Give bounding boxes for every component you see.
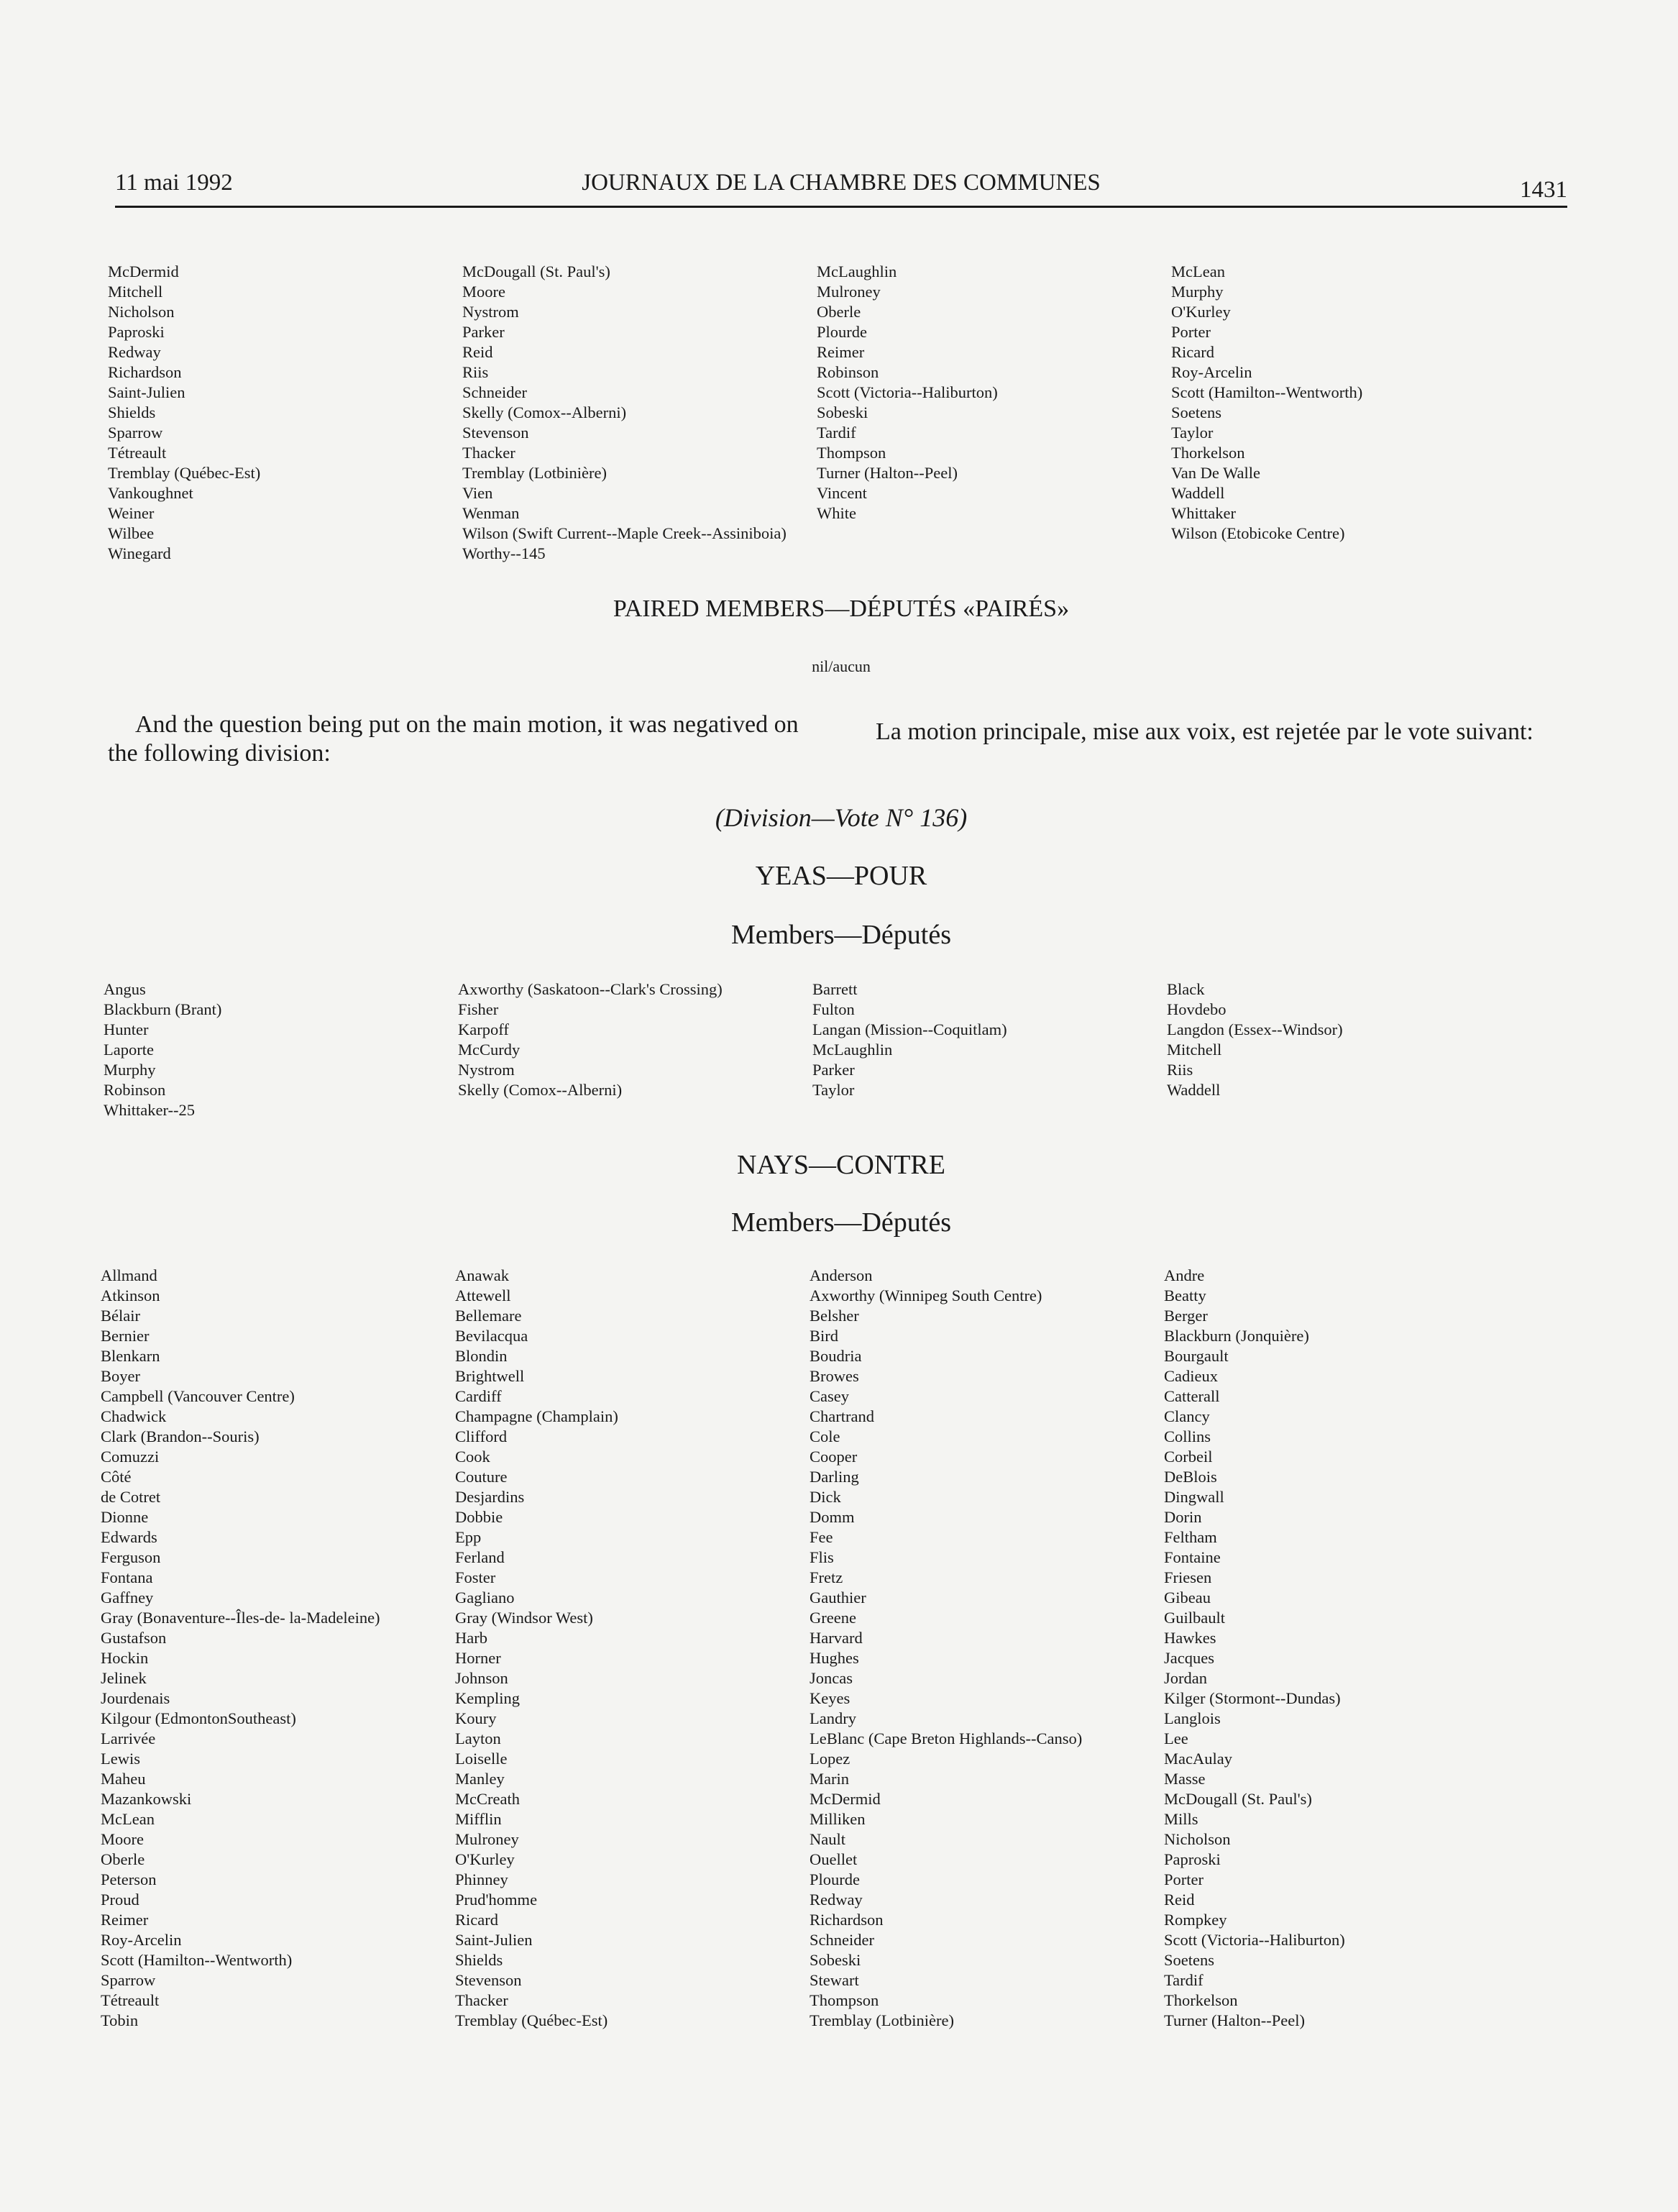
member-name: McCurdy [458, 1041, 521, 1059]
member-name: Ferland [455, 1548, 505, 1566]
member-name: Oberle [101, 1850, 145, 1868]
member-name: Bellemare [455, 1307, 522, 1325]
header-date: 11 mai 1992 [115, 170, 233, 196]
member-name: Dobbie [455, 1508, 503, 1526]
member-name: Cadieux [1164, 1367, 1218, 1385]
member-name: Saint-Julien [108, 383, 185, 401]
member-name: Reimer [101, 1911, 149, 1929]
member-name: Kilgour (EdmontonSoutheast) [101, 1709, 296, 1727]
yeas-member-list [104, 979, 1521, 1120]
member-name: Fontaine [1164, 1548, 1221, 1566]
name-column [1171, 262, 1526, 564]
member-name: Berger [1164, 1307, 1208, 1325]
member-name: McLaughlin [812, 1041, 893, 1059]
member-name: Whittaker [1171, 504, 1236, 522]
member-name: Paproski [108, 323, 165, 341]
member-name: Comuzzi [101, 1448, 160, 1466]
member-name: Cooper [810, 1448, 858, 1466]
name-column [817, 262, 1171, 564]
member-name: Richardson [108, 363, 182, 381]
member-name: Parker [462, 323, 505, 341]
member-name: Ouellet [810, 1850, 858, 1868]
member-name: Riis [462, 363, 489, 381]
member-name: Langlois [1164, 1709, 1221, 1727]
motion-text-en: And the question being put on the main motion, it was negatived on the following division: [108, 711, 799, 767]
member-name: Anawak [455, 1266, 509, 1284]
member-name: Attewell [455, 1286, 511, 1304]
member-name: Bernier [101, 1327, 150, 1345]
member-name: Domm [810, 1508, 855, 1526]
member-name: Harvard [810, 1629, 863, 1647]
member-name: Worthy--145 [462, 544, 546, 562]
member-name: Mitchell [108, 283, 163, 301]
member-name: Porter [1164, 1870, 1204, 1888]
member-name: Shields [108, 403, 156, 421]
member-name: Langan (Mission--Coquitlam) [812, 1020, 1007, 1038]
member-name: Manley [455, 1770, 505, 1788]
member-name: Riis [1167, 1061, 1193, 1079]
member-name: Brightwell [455, 1367, 525, 1385]
member-name: Desjardins [455, 1488, 525, 1506]
member-name: Gustafson [101, 1629, 167, 1647]
name-column [108, 262, 462, 564]
member-name: Champagne (Champlain) [455, 1407, 618, 1425]
name-column [462, 262, 817, 564]
member-name: Epp [455, 1528, 482, 1546]
member-name: Hovdebo [1167, 1000, 1227, 1018]
member-name: Mulroney [817, 283, 881, 301]
member-name: Richardson [810, 1911, 884, 1929]
member-name: Robinson [104, 1081, 166, 1099]
member-name: Schneider [462, 383, 527, 401]
member-name: Karpoff [458, 1020, 509, 1038]
member-name: Sobeski [817, 403, 868, 421]
member-name: Shields [455, 1951, 503, 1969]
member-name: Phinney [455, 1870, 508, 1888]
member-name: Fretz [810, 1568, 843, 1586]
member-name: Fontana [101, 1568, 153, 1586]
member-name: Gaffney [101, 1589, 154, 1607]
member-name: Edwards [101, 1528, 157, 1546]
member-name: McDermid [810, 1790, 881, 1808]
member-name: O'Kurley [455, 1850, 515, 1868]
member-name: Blackburn (Jonquière) [1164, 1327, 1309, 1345]
member-name: Mills [1164, 1810, 1198, 1828]
member-name: McDougall (St. Paul's) [462, 262, 610, 280]
member-name: Reid [1164, 1891, 1195, 1909]
member-name: Reid [462, 343, 493, 361]
member-name: Paproski [1164, 1850, 1221, 1868]
member-name: McDermid [108, 262, 179, 280]
member-name: Redway [108, 343, 161, 361]
member-name: Hockin [101, 1649, 149, 1667]
member-name: Barrett [812, 980, 858, 998]
name-column [810, 1266, 1164, 2031]
member-name: Foster [455, 1568, 496, 1586]
member-name: Skelly (Comox--Alberni) [462, 403, 627, 421]
nays-member-list [101, 1266, 1518, 2031]
member-name: Koury [455, 1709, 497, 1727]
member-name: Scott (Hamilton--Wentworth) [1171, 383, 1363, 401]
member-name: Tremblay (Québec-Est) [455, 2011, 608, 2029]
member-name: Harb [455, 1629, 487, 1647]
member-name: Allmand [101, 1266, 157, 1284]
member-name: Wilson (Swift Current--Maple Creek--Assiniboia) [462, 524, 787, 542]
member-name: Chartrand [810, 1407, 874, 1425]
member-name: Thorkelson [1164, 1991, 1238, 2009]
member-name: Browes [810, 1367, 859, 1385]
member-name: Winegard [108, 544, 171, 562]
continued-member-list [108, 262, 1526, 564]
member-name: Boudria [810, 1347, 862, 1365]
member-name: Thacker [455, 1991, 508, 2009]
member-name: Campbell (Vancouver Centre) [101, 1387, 295, 1405]
member-name: Soetens [1171, 403, 1221, 421]
member-name: Redway [810, 1891, 863, 1909]
member-name: Keyes [810, 1689, 851, 1707]
member-name: Ferguson [101, 1548, 161, 1566]
member-name: Plourde [810, 1870, 860, 1888]
member-name: Murphy [104, 1061, 156, 1079]
member-name: Belsher [810, 1307, 859, 1325]
motion-text-fr: La motion principale, mise aux voix, est rejetée par le vote suivant: [876, 718, 1533, 745]
member-name: Beatty [1164, 1286, 1206, 1304]
member-name: Waddell [1167, 1081, 1221, 1099]
member-name: Ricard [455, 1911, 498, 1929]
member-name: Peterson [101, 1870, 157, 1888]
member-name: Darling [810, 1468, 859, 1486]
member-name: Bourgault [1164, 1347, 1229, 1365]
member-name: Kilger (Stormont--Dundas) [1164, 1689, 1341, 1707]
member-name: Waddell [1171, 484, 1225, 502]
member-name: Dorin [1164, 1508, 1202, 1526]
member-name: Mazankowski [101, 1790, 192, 1808]
member-name: Hughes [810, 1649, 859, 1667]
member-name: Roy-Arcelin [101, 1931, 182, 1949]
member-name: Friesen [1164, 1568, 1212, 1586]
member-name: O'Kurley [1171, 303, 1231, 321]
member-name: Horner [455, 1649, 501, 1667]
member-name: Plourde [817, 323, 867, 341]
member-name: Axworthy (Saskatoon--Clark's Crossing) [458, 980, 723, 998]
member-name: Blenkarn [101, 1347, 160, 1365]
member-name: Taylor [812, 1081, 855, 1099]
member-name: Dingwall [1164, 1488, 1224, 1506]
member-name: Fee [810, 1528, 833, 1546]
member-name: Wilbee [108, 524, 155, 542]
member-name: Cole [810, 1427, 840, 1445]
member-name: Skelly (Comox--Alberni) [458, 1081, 623, 1099]
member-name: Boyer [101, 1367, 140, 1385]
member-name: Anderson [810, 1266, 873, 1284]
page-number: 1431 [1520, 177, 1567, 203]
member-name: Thacker [462, 444, 515, 462]
member-name: Thompson [810, 1991, 879, 2009]
member-name: Laporte [104, 1041, 154, 1059]
member-name: Hunter [104, 1020, 149, 1038]
member-name: Turner (Halton--Peel) [1164, 2011, 1305, 2029]
member-name: Mitchell [1167, 1041, 1222, 1059]
member-name: Gray (Bonaventure--Îles-de- la-Madeleine) [101, 1609, 380, 1627]
member-name: Axworthy (Winnipeg South Centre) [810, 1286, 1042, 1304]
member-name: Proud [101, 1891, 139, 1909]
member-name: Guilbault [1164, 1609, 1225, 1627]
header-title: JOURNAUX DE LA CHAMBRE DES COMMUNES [582, 170, 1101, 196]
name-column [1167, 979, 1521, 1120]
member-name: Prud'homme [455, 1891, 538, 1909]
member-name: Robinson [817, 363, 879, 381]
member-name: Stevenson [462, 424, 529, 442]
member-name: Tétreault [101, 1991, 160, 2009]
member-name: Loiselle [455, 1750, 508, 1768]
member-name: Tardif [817, 424, 856, 442]
yeas-subheading: Members—Députés [730, 920, 952, 950]
member-name: Andre [1164, 1266, 1205, 1284]
member-name: Taylor [1171, 424, 1214, 442]
member-name: Fisher [458, 1000, 499, 1018]
member-name: Clancy [1164, 1407, 1210, 1425]
member-name: Gauthier [810, 1589, 866, 1607]
member-name: Cook [455, 1448, 490, 1466]
member-name: McLean [101, 1810, 155, 1828]
member-name: Tremblay (Lotbinière) [462, 464, 607, 482]
member-name: Bélair [101, 1307, 140, 1325]
member-name: Sobeski [810, 1951, 861, 1969]
member-name: Chadwick [101, 1407, 167, 1425]
member-name: Joncas [810, 1669, 853, 1687]
member-name: Lewis [101, 1750, 140, 1768]
member-name: Milliken [810, 1810, 866, 1828]
member-name: Stevenson [455, 1971, 522, 1989]
member-name: Tardif [1164, 1971, 1204, 1989]
member-name: Couture [455, 1468, 508, 1486]
member-name: Cardiff [455, 1387, 502, 1405]
yeas-heading: YEAS—POUR [755, 861, 927, 891]
member-name: Thorkelson [1171, 444, 1245, 462]
member-name: Parker [812, 1061, 855, 1079]
member-name: Whittaker--25 [104, 1101, 195, 1119]
member-name: Porter [1171, 323, 1211, 341]
member-name: Tremblay (Québec-Est) [108, 464, 261, 482]
division-label: (Division—Vote N° 136) [715, 803, 968, 832]
member-name: Jordan [1164, 1669, 1207, 1687]
member-name: Mifflin [455, 1810, 502, 1828]
paired-heading: PAIRED MEMBERS—DÉPUTÉS «PAIRÉS» [613, 595, 1070, 622]
page-header [115, 170, 1567, 208]
member-name: Roy-Arcelin [1171, 363, 1252, 381]
nays-subheading: Members—Députés [730, 1207, 952, 1238]
member-name: Ricard [1171, 343, 1214, 361]
member-name: Masse [1164, 1770, 1206, 1788]
member-name: Lee [1164, 1729, 1188, 1747]
member-name: Wilson (Etobicoke Centre) [1171, 524, 1345, 542]
member-name: Rompkey [1164, 1911, 1227, 1929]
member-name: Nystrom [458, 1061, 515, 1079]
member-name: Tremblay (Lotbinière) [810, 2011, 954, 2029]
member-name: Angus [104, 980, 146, 998]
member-name: Côté [101, 1468, 132, 1486]
member-name: Landry [810, 1709, 856, 1727]
member-name: Kempling [455, 1689, 520, 1707]
member-name: Murphy [1171, 283, 1224, 301]
member-name: Fulton [812, 1000, 855, 1018]
member-name: McLaughlin [817, 262, 897, 280]
member-name: LeBlanc (Cape Breton Highlands--Canso) [810, 1729, 1083, 1747]
member-name: Soetens [1164, 1951, 1214, 1969]
member-name: Atkinson [101, 1286, 160, 1304]
member-name: Bevilacqua [455, 1327, 528, 1345]
member-name: Sparrow [108, 424, 163, 442]
member-name: Gray (Windsor West) [455, 1609, 593, 1627]
member-name: Nicholson [108, 303, 175, 321]
member-name: Thompson [817, 444, 886, 462]
member-name: White [817, 504, 856, 522]
member-name: Blackburn (Brant) [104, 1000, 222, 1018]
member-name: Sparrow [101, 1971, 156, 1989]
member-name: Bird [810, 1327, 839, 1345]
member-name: de Cotret [101, 1488, 161, 1506]
name-column [455, 1266, 810, 2031]
member-name: Scott (Hamilton--Wentworth) [101, 1951, 293, 1969]
name-column [104, 979, 458, 1120]
member-name: Scott (Victoria--Haliburton) [1164, 1931, 1345, 1949]
member-name: Saint-Julien [455, 1931, 533, 1949]
member-name: Turner (Halton--Peel) [817, 464, 958, 482]
member-name: Layton [455, 1729, 501, 1747]
member-name: Nystrom [462, 303, 519, 321]
member-name: Johnson [455, 1669, 508, 1687]
member-name: Jacques [1164, 1649, 1214, 1667]
member-name: Larrivée [101, 1729, 156, 1747]
member-name: Mulroney [455, 1830, 519, 1848]
nays-heading: NAYS—CONTRE [737, 1150, 945, 1180]
member-name: Dionne [101, 1508, 149, 1526]
member-name: Tobin [101, 2011, 139, 2029]
member-name: Wenman [462, 504, 520, 522]
member-name: Collins [1164, 1427, 1211, 1445]
member-name: Schneider [810, 1931, 874, 1949]
member-name: Scott (Victoria--Haliburton) [817, 383, 998, 401]
member-name: Reimer [817, 343, 865, 361]
member-name: McLean [1171, 262, 1225, 280]
member-name: McDougall (St. Paul's) [1164, 1790, 1312, 1808]
member-name: Maheu [101, 1770, 146, 1788]
name-column [812, 979, 1167, 1120]
member-name: Marin [810, 1770, 849, 1788]
member-name: Blondin [455, 1347, 508, 1365]
member-name: DeBlois [1164, 1468, 1217, 1486]
member-name: Corbeil [1164, 1448, 1213, 1466]
member-name: Lopez [810, 1750, 851, 1768]
member-name: Clark (Brandon--Souris) [101, 1427, 260, 1445]
member-name: Hawkes [1164, 1629, 1216, 1647]
name-column [101, 1266, 455, 2031]
member-name: Van De Walle [1171, 464, 1260, 482]
member-name: Jelinek [101, 1669, 147, 1687]
member-name: Clifford [455, 1427, 508, 1445]
member-name: Feltham [1164, 1528, 1217, 1546]
member-name: Stewart [810, 1971, 859, 1989]
member-name: Tétreault [108, 444, 167, 462]
member-name: Gagliano [455, 1589, 515, 1607]
member-name: Dick [810, 1488, 841, 1506]
member-name: Greene [810, 1609, 856, 1627]
member-name: Flis [810, 1548, 834, 1566]
member-name: Moore [462, 283, 505, 301]
member-name: Black [1167, 980, 1205, 998]
paired-value: nil/aucun [812, 657, 871, 675]
member-name: MacAulay [1164, 1750, 1232, 1768]
member-name: Vien [462, 484, 493, 502]
member-name: Oberle [817, 303, 861, 321]
member-name: Langdon (Essex--Windsor) [1167, 1020, 1343, 1038]
member-name: Weiner [108, 504, 155, 522]
member-name: Nault [810, 1830, 845, 1848]
member-name: Vankoughnet [108, 484, 193, 502]
name-column [458, 979, 812, 1120]
member-name: Gibeau [1164, 1589, 1211, 1607]
member-name: Moore [101, 1830, 144, 1848]
member-name: Nicholson [1164, 1830, 1231, 1848]
member-name: Casey [810, 1387, 849, 1405]
member-name: McCreath [455, 1790, 520, 1808]
name-column [1164, 1266, 1518, 2031]
member-name: Jourdenais [101, 1689, 170, 1707]
member-name: Vincent [817, 484, 867, 502]
member-name: Catterall [1164, 1387, 1220, 1405]
